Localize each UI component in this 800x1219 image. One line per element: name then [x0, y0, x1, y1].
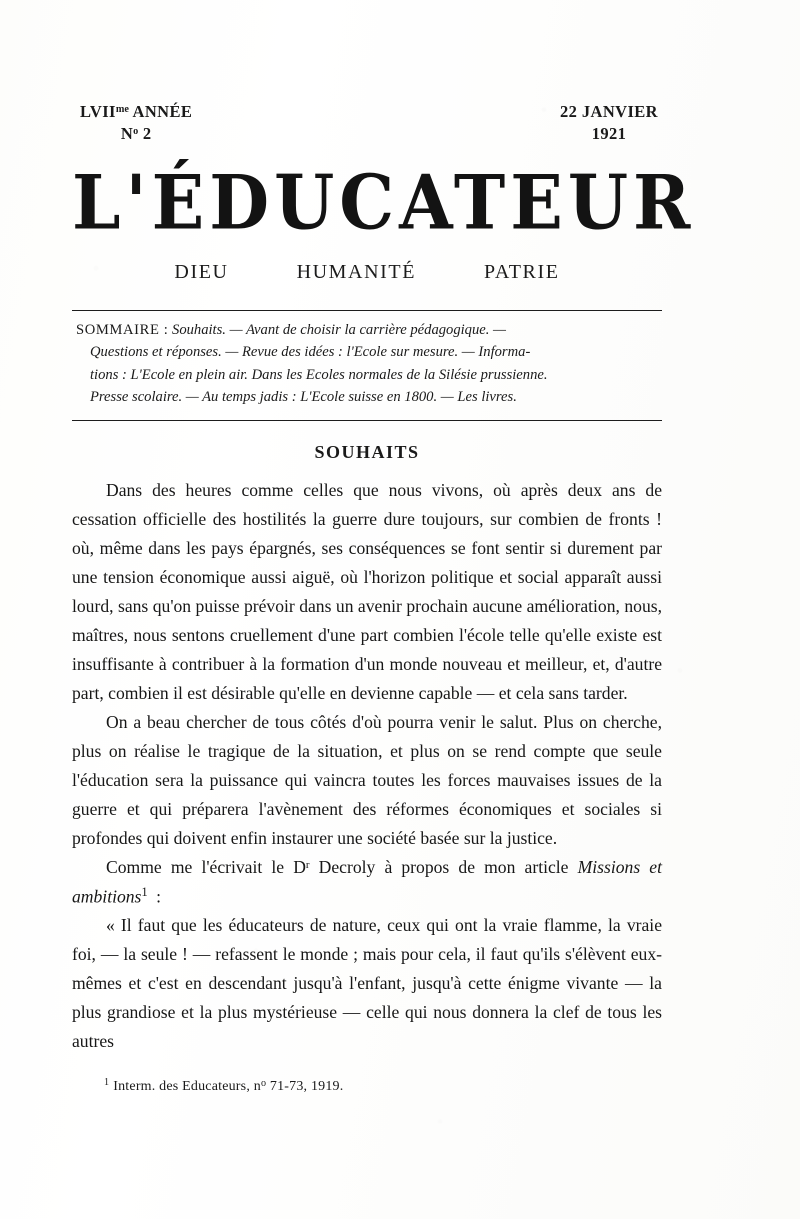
article-title: SOUHAITS: [314, 442, 420, 463]
divider-top: [72, 310, 662, 311]
summary-line-3: tions : L'Ecole en plein air. Dans les Ecoles normales de la Silésie prussienne.: [90, 366, 548, 383]
decroly-intro-after: Decroly à propos de mon article: [309, 856, 569, 877]
summary-line-4: Presse scolaire. — Au temps jadis : L'Ecole suisse en 1800. — Les livres.: [90, 389, 517, 406]
summary-line-2: Questions et réponses. — Revue des idées : l'Ecole sur mesure. — Informa-: [90, 344, 531, 361]
summary-label: SOMMAIRE :: [76, 321, 169, 338]
issue-info: [80, 101, 192, 145]
paragraph-4-quote: « Il faut que les éducateurs de nature, ceux qui ont la vraie flamme, la vraie foi, — la seule ! — refassent le monde ; mais pour cela, il faut qu'ils s'élèvent eux-mêmes et c'est en descendant jusqu'à l'enfant, jusqu'à cette énigme vivante — la plus grandiose et la plus mystérieuse — celle qui nous donnera la clef de tous les autres: [72, 914, 662, 1051]
doctor-abbrev-superscript: r: [305, 858, 310, 871]
issue-number: 2: [142, 123, 152, 143]
paragraph-2: On a beau chercher de tous côtés d'où pourra venir le salut. Plus on cherche, plus on réalise le tragique de la situation, et plus on se rend compte que seule l'éducation sera la puissance qui vaincra toutes les forces mauvaises issues de la guerre et qui préparera l'avènement des réformes économiques et sociales si profondes qui doivent enfin instaurer une société basée sur la justice.: [72, 711, 662, 848]
date-year: 1921: [591, 123, 627, 143]
cited-article-title: Missions et ambitions: [72, 856, 662, 906]
decroly-intro-before: Comme me l'écrivait le D: [106, 856, 306, 877]
volume-ordinal-suffix: me: [115, 104, 129, 116]
footnote: [72, 1076, 662, 1097]
paragraph-3: [72, 853, 662, 911]
masthead-header: [72, 101, 662, 157]
divider-bottom: [72, 420, 662, 421]
motto-word-dieu: DIEU: [174, 260, 229, 283]
motto-word-patrie: PATRIE: [484, 260, 560, 283]
summary-line-1-text: Souhaits. — Avant de choisir la carrière pédagogique. —: [172, 321, 507, 338]
issue-label: N: [120, 123, 134, 143]
page-content: [72, 0, 696, 1096]
footnote-text-after: 71-73, 1919.: [266, 1078, 344, 1094]
journal-title: L'ÉDUCATEUR: [72, 159, 696, 247]
issue-ordinal: o: [133, 125, 139, 137]
journal-motto: [72, 261, 662, 284]
summary-text: [76, 319, 660, 409]
summary-line-1: [76, 319, 660, 341]
date-day-month: 22 JANVIER: [560, 102, 658, 121]
motto-word-humanite: HUMANITÉ: [296, 260, 417, 283]
volume-word: ANNÉE: [132, 102, 193, 121]
footnote-ordinal: o: [260, 1077, 267, 1089]
issue-line: [80, 123, 192, 145]
footnote-text-before: Interm. des Educateurs, n: [113, 1078, 261, 1094]
volume-line: [80, 101, 192, 123]
summary-block: [72, 319, 662, 409]
article-body: [72, 476, 662, 1055]
paragraph-1: Dans des heures comme celles que nous vivons, où après deux ans de cessation officielle des hostilités la guerre dure toujours, sur combien de fronts ! où, même dans les pays épargnés, ses conséquences se font sentir si durement par une tension économique aussi aiguë, où l'horizon politique et social apparaît aussi lourd, sans qu'on puisse prévoir dans un avenir prochain aucune amélioration, nous, maîtres, nous sentons cruellement d'une part combien l'école telle qu'elle existe est insuffisante à contribuer à la formation d'un monde nouveau et meilleur, et, d'autre part, combien il est désirable qu'elle en devienne capable — et cela sans tarder.: [72, 480, 662, 704]
publication-date: [560, 101, 658, 145]
cited-article-colon: :: [151, 885, 162, 906]
footnote-marker: 1: [104, 1076, 110, 1088]
volume-number: LVII: [80, 102, 116, 121]
footnote-reference: 1: [141, 884, 148, 899]
